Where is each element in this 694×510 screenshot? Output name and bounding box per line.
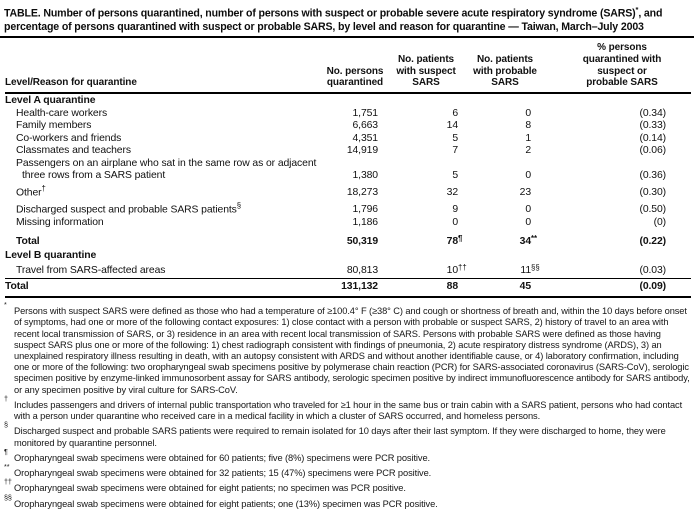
table-title-text-continued: , and percentage of persons quarantined with suspect or probable SARS, by level and reason for quarantine — Taiwan, March–July 2003 <box>4 7 663 33</box>
table-title <box>4 3 690 34</box>
total-row-level-a <box>5 229 691 249</box>
persons-quarantined-cell: 6,663 <box>352 120 378 132</box>
probable-sars-cell: 34** <box>519 234 538 248</box>
probable-sars-cell: 2 <box>525 145 531 157</box>
footnote-marker: * <box>4 300 7 310</box>
footnote-text: Oropharyngeal swab specimens were obtained for 32 patients; 15 (47%) specimens were PCR positive. <box>14 468 432 479</box>
suspect-sars-cell: 5 <box>452 132 458 144</box>
table-row-other <box>5 183 691 200</box>
percent-cell: (0.33) <box>639 120 666 132</box>
probable-sars-cell: 23 <box>519 187 531 199</box>
suspect-sars-cell: 78¶ <box>446 234 463 248</box>
footnote-text: Includes passengers and drivers of internal public transportation who traveled for ≥1 hour in the same bus or train cabin with a SARS patient, persons who had contact with a person under quarantine who received care in a medical facility in which a cluster of SARS occurred, and homeless persons. <box>14 399 683 422</box>
probable-sars-cell: 0 <box>525 204 531 216</box>
percent-cell: (0.06) <box>639 145 666 157</box>
section-row-level-b <box>5 249 691 263</box>
suspect-sars-cell: 5 <box>452 170 458 182</box>
section-label: Level B quarantine <box>5 249 97 261</box>
percent-cell: (0.03) <box>639 265 666 277</box>
suspect-sars-cell: 10†† <box>446 263 467 277</box>
percent-cell: (0.50) <box>639 204 666 216</box>
persons-quarantined-cell: 50,319 <box>346 236 378 248</box>
percent-cell: (0.34) <box>639 107 666 119</box>
footnote-marker: †† <box>4 477 12 487</box>
column-header-suspect-sars: No. patients with suspect SARS <box>385 38 463 93</box>
footnote-marker: † <box>41 183 46 193</box>
footnote-marker: ** <box>4 462 10 472</box>
column-header-reason: Level/Reason for quarantine <box>5 38 325 93</box>
percent-cell: (0) <box>653 216 666 228</box>
percent-cell: (0.36) <box>639 170 666 182</box>
row-label: Classmates and teachers <box>16 145 131 157</box>
footnote-marker: † <box>4 393 8 403</box>
probable-sars-cell: 1 <box>525 132 531 144</box>
row-label-line1: Passengers on an airplane who sat in the same row as or adjacent <box>16 157 317 169</box>
probable-sars-cell: 0 <box>525 170 531 182</box>
row-label: Family members <box>16 120 92 132</box>
suspect-sars-cell: 9 <box>452 204 458 216</box>
footnote-marker: § <box>236 200 242 210</box>
footnote-swab-32-patients <box>4 464 690 479</box>
row-label: Total <box>16 236 40 248</box>
percent-cell: (0.09) <box>547 278 691 297</box>
table-row-travel <box>5 262 691 278</box>
suspect-sars-cell: 0 <box>452 216 458 228</box>
persons-quarantined-cell: 4,351 <box>352 132 378 144</box>
table-title-footnote-marker: * <box>635 5 639 14</box>
percent-cell: (0.14) <box>639 132 666 144</box>
row-label: Other† <box>16 183 46 199</box>
table-row-family-members <box>5 120 691 133</box>
column-header-persons-quarantined: No. persons quarantined <box>325 38 385 93</box>
footnote-swab-eight-patients-none <box>4 479 690 494</box>
persons-quarantined-cell: 1,186 <box>352 216 378 228</box>
row-label <box>5 158 325 183</box>
persons-quarantined-cell: 1,380 <box>352 170 378 182</box>
table-row-classmates <box>5 145 691 158</box>
persons-quarantined-cell: 1,751 <box>352 107 378 119</box>
persons-quarantined-cell: 80,813 <box>346 265 378 277</box>
footnote-swab-eight-patients-one <box>4 492 690 510</box>
footnote-text: Oropharyngeal swab specimens were obtained for 60 patients; five (8%) specimens were PCR positive. <box>14 452 430 463</box>
probable-sars-cell: 45 <box>463 278 547 297</box>
row-label: Travel from SARS-affected areas <box>16 265 166 277</box>
persons-quarantined-cell: 131,132 <box>325 278 385 297</box>
percent-cell: (0.22) <box>639 236 666 248</box>
column-header-percent: % persons quarantined with suspect or probable SARS <box>547 38 691 93</box>
section-label: Level A quarantine <box>5 95 96 107</box>
probable-sars-cell: 0 <box>525 216 531 228</box>
footnote-marker: § <box>4 420 8 430</box>
row-label: Health-care workers <box>16 107 108 119</box>
footnote-text: Persons with suspect SARS were defined as those who had a temperature of ≥100.4° F (≥38° C) and cough or shortness of breath and, within the 10 days before onset of symptoms, had one or more of the following contact exposures: 1) close contact with a person with probable or suspect SARS, 2) history of travel to an area with recent local transmission of SARS, or 3) residence in an area with recent local transmission of SARS. Persons with probable SARS were defined as those having suspect SARS plus one or more of the following: 1) chest radiograph consistent with findings of pneumonia, 2) acute respiratory distress syndrome (ARDS), 3) an unexplained respiratory illness resulting in death, with an autopsy consistent with ARDS and without another identifiable cause, or 4) laboratory confirmation, including one or more of the following: two oropharyngeal swab specimens positive by polymerase chain reaction (PCR) for SARS-associated coronavirus (SARS-CoV), serologic specimen positive by enzyme-linked immunosorbent assay for SARS antibody, serologic specimen positive by indirect immunofluorescence antibody for SARS antibody, or any specimen positive by viral culture for SARS-CoV. <box>14 306 690 395</box>
table-title-text: TABLE. Number of persons quarantined, number of persons with suspect or probable severe acute respiratory syndrome (SARS) <box>4 7 636 20</box>
row-label: Discharged suspect and probable SARS patients§ <box>16 200 242 216</box>
suspect-sars-cell: 7 <box>452 145 458 157</box>
footnote-marker: ¶ <box>4 446 8 456</box>
suspect-sars-cell: 6 <box>452 107 458 119</box>
suspect-sars-cell: 88 <box>385 278 463 297</box>
table-row-missing-information <box>5 217 691 230</box>
footnote-text: Discharged suspect and probable SARS patients were required to remain isolated for 10 days after their last symptom. If they were discharged to home, they were monitored by quarantine personnel. <box>14 426 666 448</box>
suspect-sars-cell: 14 <box>446 120 458 132</box>
footnotes-section <box>4 302 690 510</box>
persons-quarantined-cell: 1,796 <box>352 204 378 216</box>
probable-sars-cell: 11§§ <box>520 263 540 277</box>
percent-cell: (0.30) <box>639 187 666 199</box>
table-row-co-workers <box>5 133 691 146</box>
table-row-discharged-patients <box>5 200 691 217</box>
probable-sars-cell: 0 <box>525 107 531 119</box>
quarantine-table <box>5 38 691 298</box>
table-row-airplane-passengers <box>5 158 691 183</box>
probable-sars-cell: 8 <box>525 120 531 132</box>
row-label: Total <box>5 278 325 297</box>
footnote-suspect-definition <box>4 302 690 396</box>
persons-quarantined-cell: 14,919 <box>346 145 378 157</box>
footnote-text: Oropharyngeal swab specimens were obtained for eight patients; no specimen was PCR positive. <box>14 483 406 494</box>
footnote-discharged-patients <box>4 422 690 449</box>
row-label-line2: three rows from a SARS patient <box>22 170 166 182</box>
footnote-other-definition <box>4 393 690 423</box>
row-label: Co-workers and friends <box>16 132 122 144</box>
suspect-sars-cell: 32 <box>446 187 458 199</box>
section-row-level-a <box>5 93 691 108</box>
table-row-health-care-workers <box>5 108 691 121</box>
column-header-probable-sars: No. patients with probable SARS <box>463 38 547 93</box>
footnote-marker: §§ <box>4 492 12 502</box>
total-row-grand <box>5 278 691 297</box>
header-row <box>5 38 691 93</box>
persons-quarantined-cell: 18,273 <box>346 187 378 199</box>
row-label: Missing information <box>16 216 104 228</box>
footnote-text: Oropharyngeal swab specimens were obtained for eight patients; one (13%) specimen was PCR positive. <box>14 498 438 509</box>
